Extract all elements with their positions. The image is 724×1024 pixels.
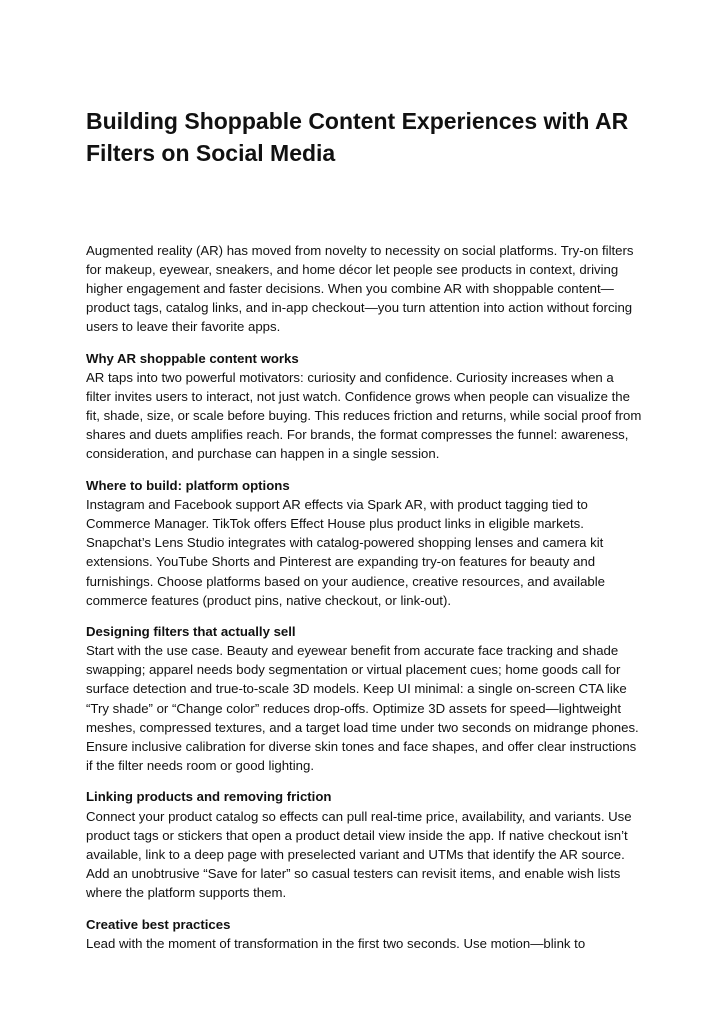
section-body: Connect your product catalog so effects can pull real-time price, availability, and variants. Use product tags or stickers that open a product detail view inside the app. If native checkout isn’t available, link to a deep page with preselected variant and UTMs that identify the AR source. Add an unobtrusive “Save for later” so casual testers can revisit items, and enable wish lists where the platform supports them. [86,808,632,900]
section-heading: Why AR shoppable content works [86,350,299,366]
page-title: Building Shoppable Content Experiences with AR Filters on Social Media [86,108,629,166]
section-linking-products [86,787,642,902]
section-designing-filters [86,622,642,775]
section-heading: Linking products and removing friction [86,789,332,805]
article-body [86,241,642,953]
section-heading: Creative best practices [86,916,231,932]
section-why-ar-works [86,349,642,464]
section-creative-practices [86,915,642,953]
section-body: Instagram and Facebook support AR effects via Spark AR, with product tagging tied to Commerce Manager. TikTok offers Effect House plus product links in eligible markets. Snapchat’s Lens Studio integrates with catalog-powered shopping lenses and camera kit extensions. YouTube Shorts and Pinterest are expanding try-on features for beauty and furnishings. Choose platforms based on your audience, creative resources, and available commerce features (product pins, native checkout, or link-out). [86,497,606,608]
section-platform-options [86,476,642,610]
section-body: Start with the use case. Beauty and eyewear benefit from accurate face tracking and shade swapping; apparel needs body segmentation or virtual placement cues; home goods call for surface detection and true-to-scale 3D models. Keep UI minimal: a single on-screen CTA like “Try shade” or “Change color” reduces drop-offs. Optimize 3D assets for speed—lightweight meshes, compressed textures, and a target load time under two seconds on midrange phones. Ensure inclusive calibration for diverse skin tones and face shapes, and offer clear instructions if the filter needs room or good lighting. [86,643,639,773]
section-body: AR taps into two powerful motivators: curiosity and confidence. Curiosity increases when a filter invites users to interact, not just watch. Confidence grows when people can visualize the fit, shade, size, or scale before buying. This reduces friction and returns, while social proof from shares and duets amplifies reach. For brands, the format compresses the funnel: awareness, consideration, and purchase can happen in a single session. [86,370,642,462]
intro-paragraph: Augmented reality (AR) has moved from novelty to necessity on social platforms. Try-on filters for makeup, eyewear, sneakers, and home décor let people see products in context, driving higher engagement and faster decisions. When you combine AR with shoppable content—product tags, catalog links, and in-app checkout—you turn attention into action without forcing users to leave their favorite apps. [86,243,634,335]
section-heading: Where to build: platform options [86,478,290,494]
section-body: Lead with the moment of transformation in the first two seconds. Use motion—blink to [86,935,586,951]
section-heading: Designing filters that actually sell [86,624,296,640]
